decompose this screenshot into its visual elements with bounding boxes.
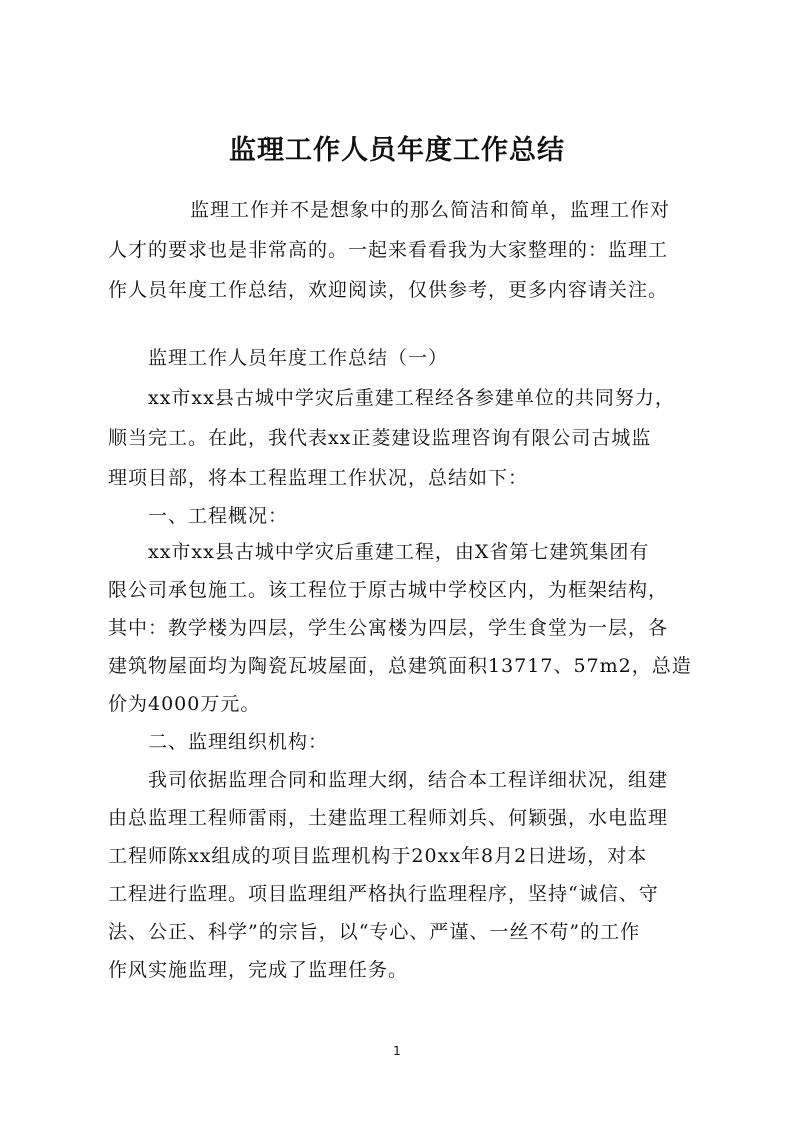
item-1-heading: 一、工程概况： (148, 505, 289, 527)
paragraph-2-line-2: 限公司承包施工。该工程位于原古城中学校区内，为框架结构， (108, 579, 669, 601)
paragraph-3-line-3: 工程师陈xx组成的项目监理机构于20xx年8月2日进场，对本 (108, 845, 648, 867)
paragraph-3-line-2: 由总监理工程师雷雨，土建监理工程师刘兵、何颖强，水电监理 (108, 807, 669, 829)
section-heading: 监理工作人员年度工作总结（一） (148, 347, 449, 369)
paragraph-2-line-5: 价为4000万元。 (108, 693, 261, 715)
document-title: 监理工作人员年度工作总结 (229, 135, 565, 166)
paragraph-3-line-4: 工程进行监理。项目监理组严格执行监理程序，坚持“诚信、守 (108, 883, 659, 905)
intro-line-1: 监理工作并不是想象中的那么简洁和简单，监理工作对 (190, 199, 671, 221)
intro-line-2: 人才的要求也是非常高的。一起来看看我为大家整理的：监理工 (108, 239, 669, 261)
paragraph-2-line-4: 建筑物屋面均为陶瓷瓦坡屋面，总建筑面积13717、57m2，总造 (108, 655, 692, 677)
paragraph-1-line-3: 理项目部，将本工程监理工作状况，总结如下： (108, 467, 529, 489)
paragraph-2-line-1: xx市xx县古城中学灾后重建工程，由X省第七建筑集团有 (148, 541, 650, 563)
item-2-heading: 二、监理组织机构： (148, 731, 329, 753)
paragraph-3-line-6: 作风实施监理，完成了监理任务。 (108, 959, 409, 981)
page-number: 1 (393, 1044, 401, 1058)
paragraph-3-line-1: 我司依据监理合同和监理大纲，结合本工程详细状况，组建 (148, 769, 669, 791)
paragraph-2-line-3: 其中：教学楼为四层，学生公寓楼为四层，学生食堂为一层，各 (108, 617, 669, 639)
paragraph-1-line-2: 顺当完工。在此，我代表xx正菱建设监理咨询有限公司古城监 (108, 427, 652, 449)
paragraph-1-line-1: xx市xx县古城中学灾后重建工程经各参建单位的共同努力， (148, 387, 675, 409)
intro-line-3: 作人员年度工作总结，欢迎阅读，仅供参考，更多内容请关注。 (108, 279, 669, 301)
paragraph-3-line-5: 法、公正、科学”的宗旨，以“专心、严谨、一丝不苟”的工作 (108, 921, 641, 943)
